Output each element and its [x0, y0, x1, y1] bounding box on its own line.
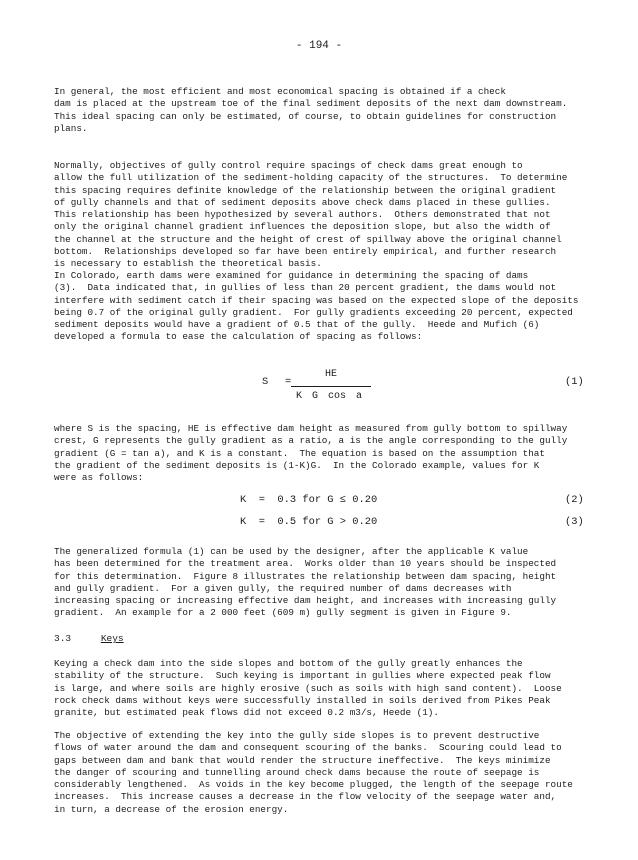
paragraph-key-objective: The objective of extending the key into the gully side slopes is to prevent destructive flows of water around the dam and consequent scouring of the banks. Scouring could lead to gaps between dam and bank that would render the structure ineffective. The keys minimize the danger of scouring and tunnelling around check dams because the route of seepage is considerably lengthened. As voids in the key become plugged, the length of the seepage route increases. This increase causes a decrease in the flow velocity of the seepage water and, in turn, a decrease of the erosion energy.: [54, 730, 573, 815]
paragraph-generalized-formula: The generalized formula (1) can be used by the designer, after the applicable K value has been determined for the treatment area. Works older than 10 years should be inspected for this determination. Figure 8 illustrates the relationship between dam spacing, height and gully gradient. For a given gully, the required number of dams decreases with increasing spacing or increasing effective dam height, and increases with increasing gully gradient. An example for a 2 000 feet (609 m) gully segment is given in Figure 9.: [54, 546, 557, 619]
equation-1-numerator: HE: [325, 369, 338, 380]
fraction-bar: [291, 386, 371, 387]
paragraph-spacing-intro: In general, the most efficient and most economical spacing is obtained if a check dam is placed at the upstream toe of the final sediment deposits of the next dam downstream. This ideal spacing can only be estimated, of course, to obtain guidelines for construction plans.: [54, 86, 568, 134]
equation-1-lhs: S: [262, 376, 269, 388]
page-number: - 194 -: [295, 40, 343, 52]
paragraph-definitions: where S is the spacing, HE is effective dam height as measured from gully bottom to spillway crest, G represents the gully gradient as a ratio, a is the angle corresponding to the gully gradient (G = tan a), and K is a constant. The equation is based on the assumption that the gradient of the sediment deposits is (1-K)G. In the Colorado example, values for K were as follows:: [54, 423, 568, 484]
equation-1-denominator: K G cos a: [296, 391, 363, 402]
section-number: 3.3: [54, 633, 72, 644]
paragraph-colorado: In Colorado, earth dams were examined for guidance in determining the spacing of dams (3). Data indicated that, in gullies of less than 20 percent gradient, the dams would not interfere with sediment catch if their spacing was based on the expected slope of the deposits being 0.7 of the original gully gradient. For gully gradients exceeding 20 percent, expected sediment deposits would have a gradient of 0.5 that of the gully. Heede and Mufich (6) developed a formula to ease the calculation of spacing as follows:: [54, 270, 579, 343]
equation-3-number: (3): [565, 516, 584, 528]
equation-3-expression: K = 0.5 for G > 0.20: [240, 516, 378, 528]
equation-1-number: (1): [565, 376, 584, 388]
section-heading: [54, 633, 124, 644]
section-title: Keys: [100, 633, 124, 644]
equation-2-expression: K = 0.3 for G ≤ 0.20: [240, 494, 378, 506]
equation-1-equals: =: [285, 376, 292, 388]
paragraph-keying: Keying a check dam into the side slopes and bottom of the gully greatly enhances the stability of the structure. Such keying is important in gullies where expected peak flow is large, and where soils are highly erosive (such as soils with high sand content). Loose rock check dams without keys were successfully installed in soils derived from Pikes Peak granite, but estimated peak flows did not exceed 0.2 m3/s, Heede (1).: [54, 658, 562, 719]
equation-2-number: (2): [565, 494, 584, 506]
paragraph-gully-control: Normally, objectives of gully control require spacings of check dams great enough to allow the full utilization of the sediment-holding capacity of the structures. To determine this spacing requires definite knowledge of the relationship between the original gradient of gully channels and that of sediment deposits above check dams placed in these gullies. This relationship has been hypothesized by several authors. Others demonstrated that not only the original channel gradient influences the deposition slope, but also the width of the channel at the structure and the height of crest of spillway above the original channel bottom. Relationships developed so far have been entirely empirical, and further research is necessary to establish the theoretical basis.: [54, 160, 568, 270]
